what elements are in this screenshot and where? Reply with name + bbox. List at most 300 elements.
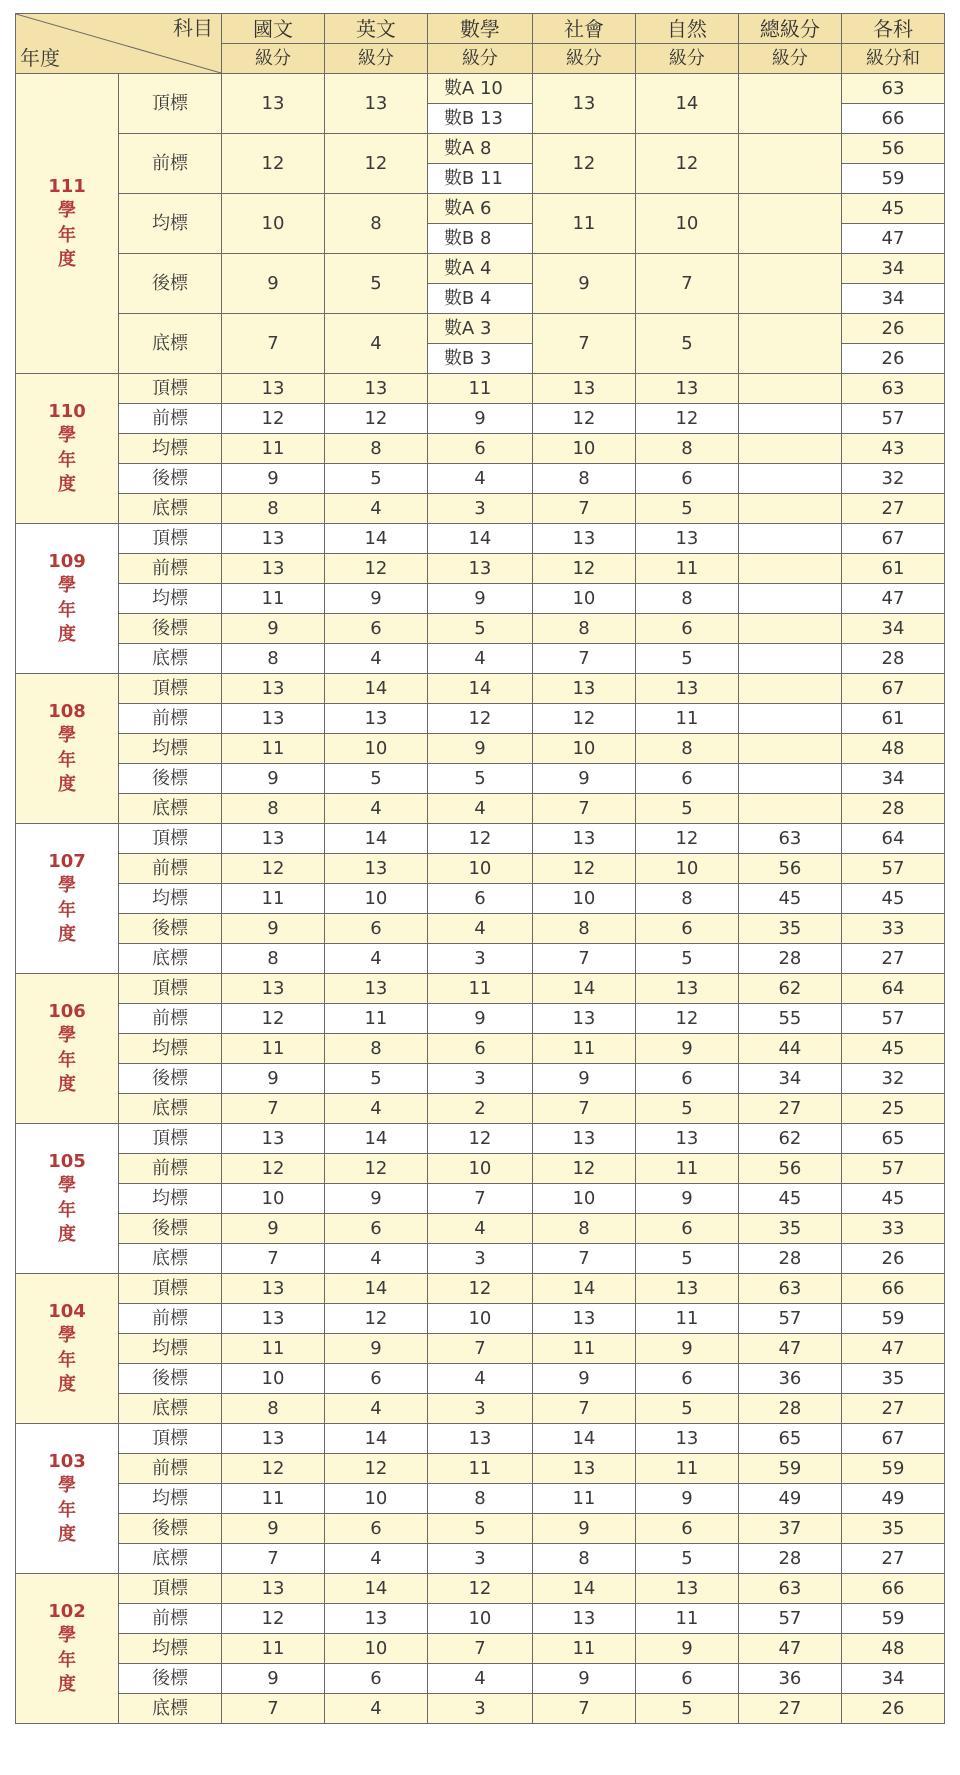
social-score: 11 [532,1634,635,1664]
total-score [738,584,841,614]
sum-score: 61 [841,554,944,584]
social-score: 8 [532,464,635,494]
chinese-score: 11 [221,1034,324,1064]
sum-a-score: 45 [841,194,944,224]
total-score: 45 [738,1184,841,1214]
science-score: 6 [635,914,738,944]
english-score: 14 [324,824,427,854]
math-a-score: 數A 10 [427,74,532,104]
year-label: 110 學 年 度 [16,374,119,524]
sum-score: 64 [841,974,944,1004]
english-score: 14 [324,1124,427,1154]
science-score: 6 [635,1064,738,1094]
math-score: 9 [427,404,532,434]
sum-score: 47 [841,1334,944,1364]
science-score: 8 [635,734,738,764]
science-score: 6 [635,764,738,794]
standard-label: 前標 [118,134,221,194]
chinese-score: 8 [221,494,324,524]
science-score: 5 [635,1394,738,1424]
english-score: 12 [324,1154,427,1184]
math-score: 10 [427,1604,532,1634]
standard-label: 後標 [118,914,221,944]
math-score: 4 [427,464,532,494]
standard-label: 後標 [118,464,221,494]
subject-corner-label: 科目 [172,16,213,40]
english-score: 13 [324,854,427,884]
total-score: 56 [738,1154,841,1184]
social-score: 7 [532,794,635,824]
chinese-score: 12 [221,1004,324,1034]
english-score: 13 [324,1604,427,1634]
math-score: 12 [427,824,532,854]
social-score: 10 [532,734,635,764]
english-score: 6 [324,1364,427,1394]
math-score: 5 [427,1514,532,1544]
science-score: 9 [635,1484,738,1514]
total-score [738,434,841,464]
chinese-score: 9 [221,1064,324,1094]
total-score: 63 [738,1574,841,1604]
social-score: 12 [532,404,635,434]
science-score: 8 [635,884,738,914]
english-score: 14 [324,674,427,704]
sum-a-score: 26 [841,314,944,344]
science-score: 6 [635,1664,738,1694]
year-label: 107 學 年 度 [16,824,119,974]
science-score: 6 [635,464,738,494]
standard-label: 底標 [118,1544,221,1574]
math-score: 10 [427,854,532,884]
english-score: 10 [324,734,427,764]
chinese-score: 10 [221,1184,324,1214]
sum-b-score: 34 [841,284,944,314]
math-score: 14 [427,674,532,704]
math-a-score: 數A 3 [427,314,532,344]
chinese-score: 7 [221,1244,324,1274]
chinese-score: 11 [221,434,324,464]
science-score: 13 [635,1424,738,1454]
chinese-score: 9 [221,614,324,644]
science-score: 11 [635,1604,738,1634]
chinese-score: 9 [221,464,324,494]
unit-header: 級分和 [841,44,944,74]
standard-label: 頂標 [118,1574,221,1604]
english-score: 4 [324,494,427,524]
english-score: 13 [324,704,427,734]
total-score: 35 [738,914,841,944]
sum-score: 33 [841,1214,944,1244]
sum-score: 67 [841,674,944,704]
english-score: 13 [324,374,427,404]
subject-header: 國文 [221,14,324,44]
standard-label: 底標 [118,644,221,674]
total-score: 55 [738,1004,841,1034]
sum-score: 45 [841,884,944,914]
social-score: 9 [532,1514,635,1544]
standard-label: 底標 [118,944,221,974]
science-score: 5 [635,314,738,374]
year-corner-label: 年度 [20,46,60,70]
total-score: 63 [738,1274,841,1304]
total-score [738,254,841,314]
sum-score: 64 [841,824,944,854]
unit-header: 級分 [221,44,324,74]
total-score: 36 [738,1664,841,1694]
english-score: 12 [324,554,427,584]
sum-score: 28 [841,644,944,674]
chinese-score: 13 [221,1424,324,1454]
sum-score: 66 [841,1574,944,1604]
chinese-score: 11 [221,1634,324,1664]
sum-score: 27 [841,1394,944,1424]
english-score: 9 [324,1334,427,1364]
science-score: 9 [635,1634,738,1664]
social-score: 13 [532,74,635,134]
total-score: 57 [738,1604,841,1634]
unit-header: 級分 [532,44,635,74]
sum-score: 35 [841,1514,944,1544]
english-score: 13 [324,974,427,1004]
sum-score: 34 [841,1664,944,1694]
social-score: 8 [532,1214,635,1244]
standard-label: 前標 [118,1004,221,1034]
chinese-score: 13 [221,1274,324,1304]
social-score: 12 [532,854,635,884]
standard-label: 底標 [118,794,221,824]
science-score: 9 [635,1034,738,1064]
standard-label: 後標 [118,254,221,314]
science-score: 5 [635,1544,738,1574]
social-score: 10 [532,1184,635,1214]
social-score: 10 [532,434,635,464]
math-score: 3 [427,1694,532,1724]
total-score: 34 [738,1064,841,1094]
math-b-score: 數B 4 [427,284,532,314]
social-score: 13 [532,674,635,704]
sum-score: 59 [841,1304,944,1334]
year-label: 109 學 年 度 [16,524,119,674]
total-score: 28 [738,1244,841,1274]
social-score: 8 [532,1544,635,1574]
subject-header: 社會 [532,14,635,44]
subject-header: 英文 [324,14,427,44]
math-score: 11 [427,1454,532,1484]
chinese-score: 11 [221,1334,324,1364]
math-a-score: 數A 4 [427,254,532,284]
social-score: 11 [532,1034,635,1064]
science-score: 14 [635,74,738,134]
english-score: 12 [324,134,427,194]
science-score: 12 [635,134,738,194]
sum-score: 27 [841,1544,944,1574]
science-score: 11 [635,1304,738,1334]
english-score: 6 [324,914,427,944]
science-score: 13 [635,1124,738,1154]
science-score: 8 [635,584,738,614]
chinese-score: 7 [221,1094,324,1124]
standard-label: 後標 [118,1364,221,1394]
standard-label: 底標 [118,1094,221,1124]
unit-header: 級分 [738,44,841,74]
math-score: 7 [427,1334,532,1364]
math-score: 7 [427,1184,532,1214]
science-score: 13 [635,524,738,554]
sum-score: 57 [841,1004,944,1034]
english-score: 13 [324,74,427,134]
social-score: 9 [532,1364,635,1394]
science-score: 9 [635,1184,738,1214]
unit-header: 級分 [427,44,532,74]
sum-score: 48 [841,734,944,764]
math-score: 4 [427,1214,532,1244]
standard-label: 後標 [118,1214,221,1244]
total-score: 44 [738,1034,841,1064]
standard-label: 均標 [118,584,221,614]
science-score: 5 [635,944,738,974]
english-score: 10 [324,1634,427,1664]
standard-label: 均標 [118,1634,221,1664]
math-score: 3 [427,1394,532,1424]
math-b-score: 數B 8 [427,224,532,254]
standard-label: 均標 [118,734,221,764]
math-score: 6 [427,434,532,464]
subject-header: 自然 [635,14,738,44]
social-score: 13 [532,524,635,554]
english-score: 8 [324,1034,427,1064]
social-score: 13 [532,1004,635,1034]
science-score: 9 [635,1334,738,1364]
sum-score: 43 [841,434,944,464]
total-score [738,74,841,134]
standard-label: 前標 [118,1454,221,1484]
chinese-score: 10 [221,194,324,254]
math-score: 9 [427,1004,532,1034]
total-score: 56 [738,854,841,884]
sum-score: 27 [841,494,944,524]
social-score: 13 [532,824,635,854]
sum-a-score: 34 [841,254,944,284]
english-score: 8 [324,434,427,464]
science-score: 12 [635,824,738,854]
sum-score: 63 [841,374,944,404]
standard-label: 頂標 [118,674,221,704]
sum-a-score: 56 [841,134,944,164]
english-score: 5 [324,1064,427,1094]
year-label: 102 學 年 度 [16,1574,119,1724]
social-score: 12 [532,554,635,584]
total-score [738,554,841,584]
standard-label: 底標 [118,494,221,524]
science-score: 6 [635,1514,738,1544]
standard-label: 均標 [118,194,221,254]
standard-label: 均標 [118,1334,221,1364]
sum-score: 65 [841,1124,944,1154]
english-score: 14 [324,1574,427,1604]
sum-score: 49 [841,1484,944,1514]
standard-label: 後標 [118,614,221,644]
total-score: 65 [738,1424,841,1454]
science-score: 5 [635,1694,738,1724]
standard-label: 均標 [118,434,221,464]
math-score: 2 [427,1094,532,1124]
social-score: 12 [532,134,635,194]
math-score: 9 [427,584,532,614]
science-score: 6 [635,1364,738,1394]
social-score: 10 [532,884,635,914]
chinese-score: 12 [221,854,324,884]
math-a-score: 數A 8 [427,134,532,164]
social-score: 12 [532,704,635,734]
science-score: 5 [635,1094,738,1124]
science-score: 6 [635,614,738,644]
math-score: 9 [427,734,532,764]
sum-score: 26 [841,1244,944,1274]
science-score: 13 [635,1574,738,1604]
sum-score: 25 [841,1094,944,1124]
english-score: 11 [324,1004,427,1034]
standard-label: 前標 [118,704,221,734]
math-score: 3 [427,494,532,524]
sum-score: 61 [841,704,944,734]
english-score: 4 [324,944,427,974]
sum-score: 28 [841,794,944,824]
social-score: 13 [532,1124,635,1154]
sum-score: 27 [841,944,944,974]
math-score: 4 [427,914,532,944]
total-score [738,494,841,524]
english-score: 6 [324,1664,427,1694]
social-score: 9 [532,764,635,794]
social-score: 13 [532,1304,635,1334]
sum-score: 66 [841,1274,944,1304]
english-score: 5 [324,254,427,314]
chinese-score: 11 [221,734,324,764]
year-label: 103 學 年 度 [16,1424,119,1574]
total-score: 27 [738,1694,841,1724]
math-score: 10 [427,1154,532,1184]
standard-label: 均標 [118,1184,221,1214]
chinese-score: 9 [221,1514,324,1544]
social-score: 9 [532,1664,635,1694]
standard-label: 後標 [118,1514,221,1544]
chinese-score: 13 [221,824,324,854]
standard-label: 頂標 [118,374,221,404]
standard-label: 底標 [118,1394,221,1424]
social-score: 7 [532,1094,635,1124]
science-score: 13 [635,1274,738,1304]
total-score [738,404,841,434]
sum-score: 67 [841,524,944,554]
science-score: 5 [635,644,738,674]
science-score: 12 [635,1004,738,1034]
english-score: 5 [324,764,427,794]
sum-score: 32 [841,464,944,494]
total-score [738,704,841,734]
math-b-score: 數B 3 [427,344,532,374]
chinese-score: 11 [221,1484,324,1514]
chinese-score: 12 [221,134,324,194]
math-score: 4 [427,644,532,674]
sum-score: 33 [841,914,944,944]
sum-score: 34 [841,614,944,644]
social-score: 9 [532,254,635,314]
sum-score: 26 [841,1694,944,1724]
total-score: 47 [738,1334,841,1364]
total-score: 28 [738,1544,841,1574]
chinese-score: 11 [221,584,324,614]
chinese-score: 9 [221,1664,324,1694]
total-score: 49 [738,1484,841,1514]
standard-label: 均標 [118,1034,221,1064]
english-score: 9 [324,584,427,614]
sum-score: 35 [841,1364,944,1394]
standard-label: 頂標 [118,1274,221,1304]
math-score: 12 [427,1124,532,1154]
sum-b-score: 59 [841,164,944,194]
math-score: 3 [427,1244,532,1274]
english-score: 14 [324,524,427,554]
total-score [738,194,841,254]
chinese-score: 13 [221,1304,324,1334]
total-score: 59 [738,1454,841,1484]
science-score: 13 [635,674,738,704]
english-score: 9 [324,1184,427,1214]
standard-label: 前標 [118,404,221,434]
sum-b-score: 66 [841,104,944,134]
chinese-score: 12 [221,1454,324,1484]
math-score: 10 [427,1304,532,1334]
social-score: 7 [532,944,635,974]
year-label: 105 學 年 度 [16,1124,119,1274]
math-score: 12 [427,704,532,734]
science-score: 10 [635,194,738,254]
standard-label: 前標 [118,554,221,584]
math-a-score: 數A 6 [427,194,532,224]
science-score: 5 [635,1244,738,1274]
social-score: 13 [532,374,635,404]
standard-label: 頂標 [118,974,221,1004]
total-score: 45 [738,884,841,914]
subject-header: 各科 [841,14,944,44]
score-standards-table [15,13,945,1724]
standard-label: 頂標 [118,824,221,854]
sum-score: 57 [841,854,944,884]
math-score: 4 [427,794,532,824]
science-score: 12 [635,404,738,434]
standard-label: 均標 [118,884,221,914]
social-score: 7 [532,644,635,674]
english-score: 14 [324,1274,427,1304]
math-score: 3 [427,1544,532,1574]
chinese-score: 13 [221,554,324,584]
chinese-score: 8 [221,1394,324,1424]
math-score: 12 [427,1274,532,1304]
chinese-score: 7 [221,314,324,374]
social-score: 13 [532,1454,635,1484]
english-score: 4 [324,1394,427,1424]
sum-score: 67 [841,1424,944,1454]
total-score [738,794,841,824]
total-score [738,644,841,674]
standard-label: 前標 [118,1154,221,1184]
total-score [738,524,841,554]
total-score: 57 [738,1304,841,1334]
year-label: 108 學 年 度 [16,674,119,824]
chinese-score: 9 [221,764,324,794]
social-score: 9 [532,1064,635,1094]
science-score: 11 [635,554,738,584]
